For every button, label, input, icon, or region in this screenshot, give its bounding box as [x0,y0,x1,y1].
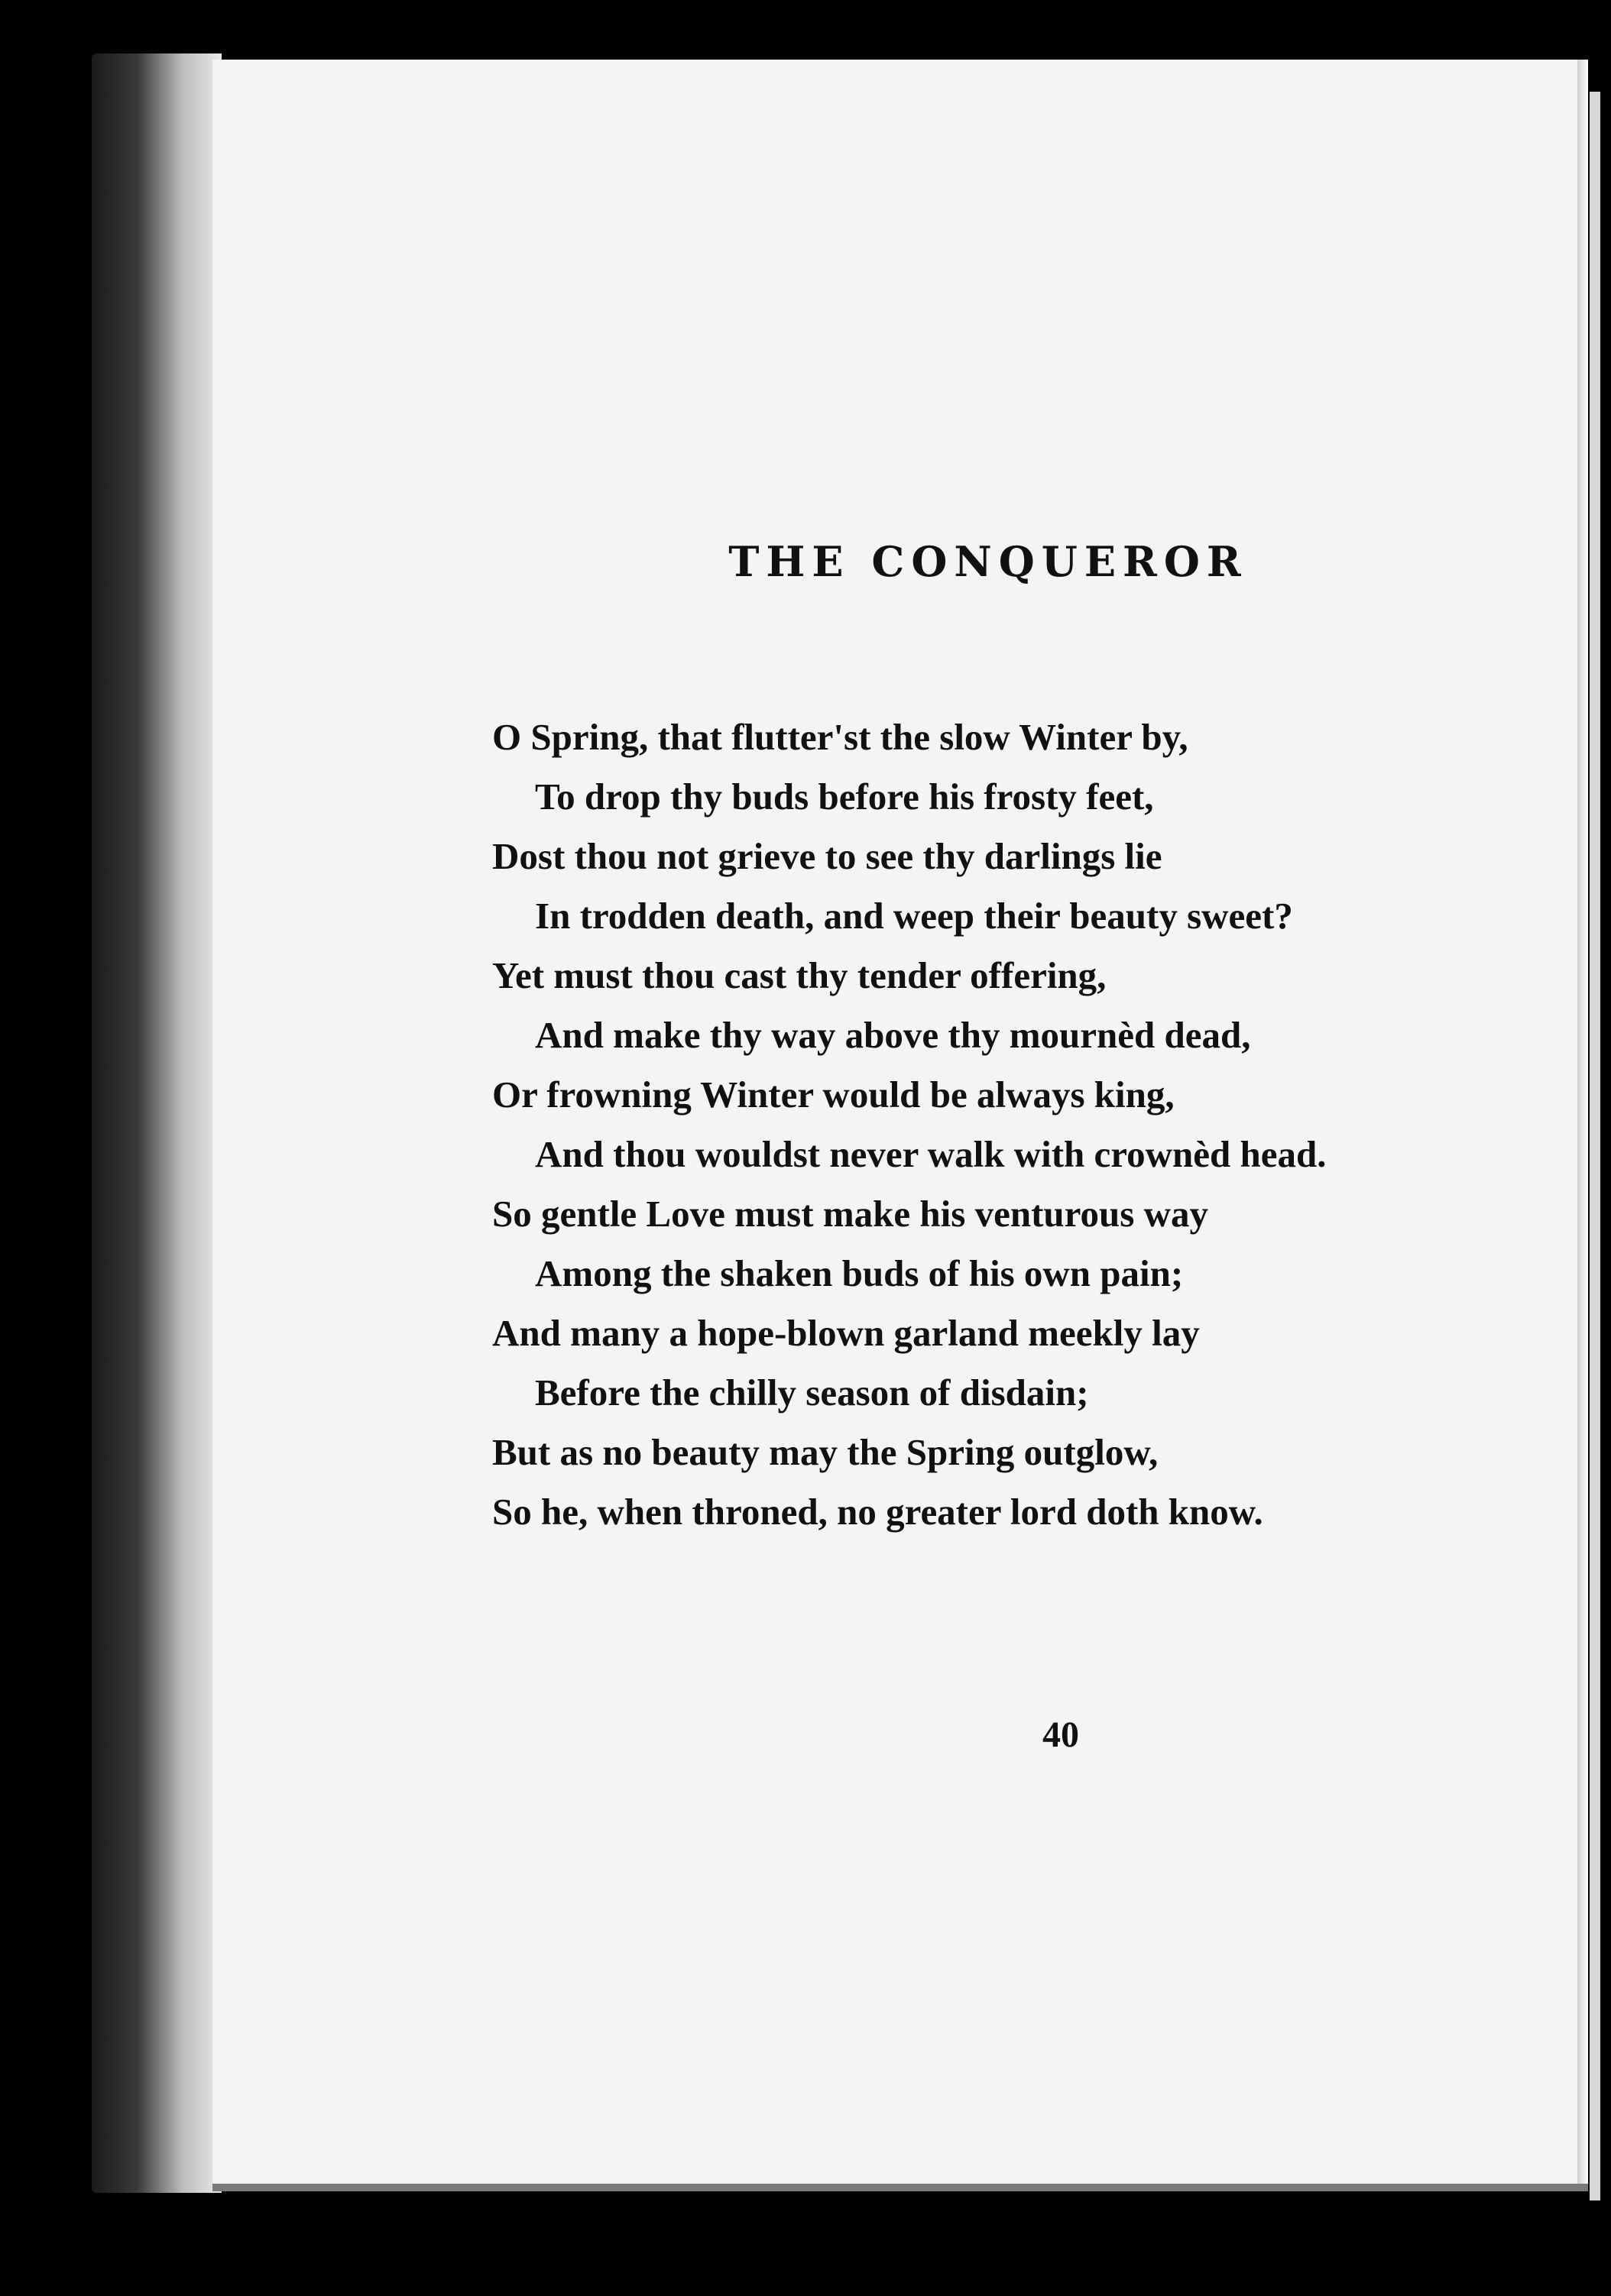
poem-line: But as no beauty may the Spring outglow, [492,1431,1159,1473]
poem-line: So he, when throned, no greater lord doth know. [492,1491,1263,1533]
poem-line: In trodden death, and weep their beauty sweet? [535,895,1293,937]
poem-line: Or frowning Winter would be always king, [492,1074,1175,1116]
poem-line: Among the shaken buds of his own pain; [535,1252,1184,1294]
page-gutter-shadow [1577,60,1588,2184]
poem-line: To drop thy buds before his frosty feet, [535,776,1154,818]
poem-line: And make thy way above thy mournèd dead, [535,1014,1251,1056]
poem-line: So gentle Love must make his venturous way [492,1193,1208,1235]
poem-line: And thou wouldst never walk with crownèd head. [535,1133,1327,1175]
page-number: 40 [1042,1715,1079,1755]
poem-line: O Spring, that flutter'st the slow Winter by, [492,716,1188,758]
poem-line: And many a hope-blown garland meekly lay [492,1312,1200,1354]
poem-line: Dost thou not grieve to see thy darlings lie [492,835,1162,877]
book-binding-edge [92,53,222,2193]
poem-title: THE CONQUEROR [728,537,1248,586]
book-page [212,60,1588,2191]
poem-line: Before the chilly season of disdain; [535,1371,1089,1414]
poem-body [492,708,1327,1542]
poem-line: Yet must thou cast thy tender offering, [492,954,1107,996]
facing-page-edge [1590,92,1600,2200]
